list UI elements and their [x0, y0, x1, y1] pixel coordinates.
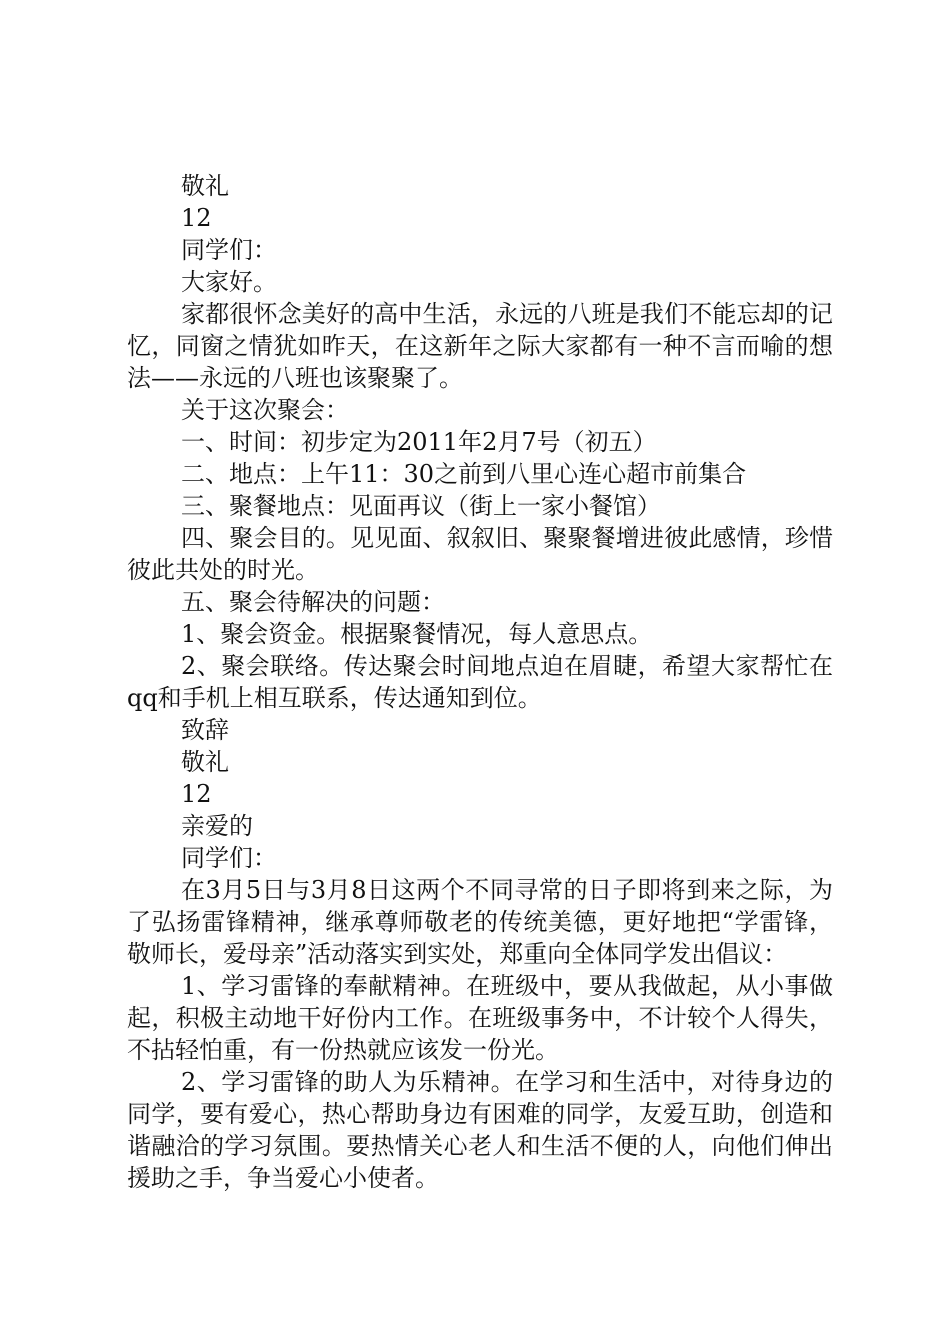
- item-time: 一、时间：初步定为2011年2月7号（初五）: [181, 428, 657, 456]
- closing-salute-2: 敬礼: [181, 748, 229, 776]
- section-heading: 关于这次聚会：: [181, 396, 349, 424]
- item-open-issues: 五、聚会待解决的问题：: [181, 588, 445, 616]
- salutation-students: 同学们：: [181, 844, 277, 872]
- item-location: 二、地点：上午11：30之前到八里心连心超市前集合: [181, 460, 747, 488]
- greeting: 大家好。: [181, 268, 277, 296]
- closing-remark: 致辞: [181, 716, 229, 744]
- item-dining-place: 三、聚餐地点：见面再议（街上一家小餐馆）: [181, 492, 661, 520]
- issue-funding: 1、聚会资金。根据聚餐情况，每人意思点。: [181, 620, 653, 648]
- salutation-dear: 亲爱的: [181, 812, 253, 840]
- signature-number: 12: [181, 204, 212, 232]
- item-purpose: 四、聚会目的。见见面、叙叙旧、聚聚餐增进彼此感情，珍惜彼此共处的时光。: [127, 524, 833, 584]
- issue-contact: 2、聚会联络。传达聚会时间地点迫在眉睫，希望大家帮忙在qq和手机上相互联系，传达通知到位。: [127, 652, 833, 712]
- signature-number-2: 12: [181, 780, 212, 808]
- proposal-item-1: 1、学习雷锋的奉献精神。在班级中，要从我做起，从小事做起，积极主动地干好份内工作。在班级事务中，不计较个人得失，不拈轻怕重，有一份热就应该发一份光。: [127, 972, 833, 1064]
- document-body: [127, 170, 833, 1194]
- salutation: 同学们：: [181, 236, 277, 264]
- proposal-item-2: 2、学习雷锋的助人为乐精神。在学习和生活中，对待身边的同学，要有爱心，热心帮助身边有困难的同学，友爱互助，创造和谐融洽的学习氛围。要热情关心老人和生活不便的人，向他们伸出援助之手，争当爱心小使者。: [127, 1068, 833, 1192]
- closing-salute: 敬礼: [181, 172, 229, 200]
- proposal-intro-paragraph: 在3月5日与3月8日这两个不同寻常的日子即将到来之际，为了弘扬雷锋精神，继承尊师敬老的传统美德，更好地把“学雷锋，敬师长，爱母亲”活动落实到实处，郑重向全体同学发出倡议：: [127, 876, 833, 968]
- intro-paragraph: 家都很怀念美好的高中生活，永远的八班是我们不能忘却的记忆，同窗之情犹如昨天，在这新年之际大家都有一种不言而喻的想法——永远的八班也该聚聚了。: [127, 300, 833, 392]
